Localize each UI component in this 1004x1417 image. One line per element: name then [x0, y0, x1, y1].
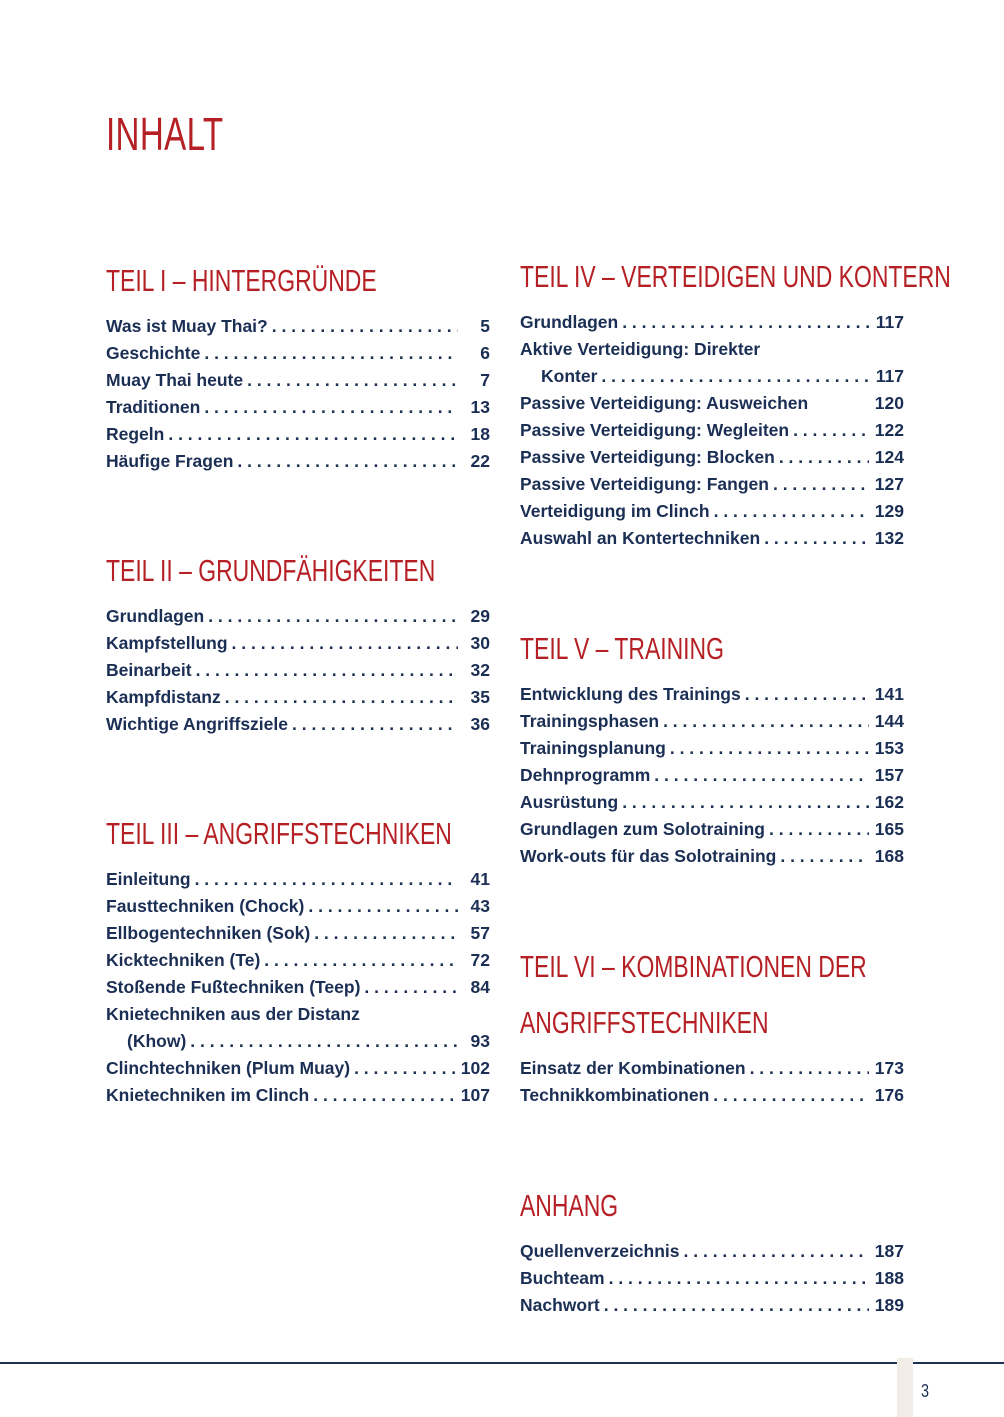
- toc-entry-label: Nachwort: [520, 1295, 600, 1315]
- toc-entry-label: Trainingsplanung: [520, 738, 666, 758]
- page-title: INHALT: [106, 108, 224, 160]
- toc-entry-label: Ellbogentechniken (Sok): [106, 923, 311, 943]
- toc-entry[interactable]: [520, 471, 904, 498]
- dot-leader: [364, 974, 458, 1001]
- toc-entry[interactable]: [520, 735, 904, 762]
- toc-entry-page: 32: [470, 660, 490, 680]
- dot-leader: [237, 448, 458, 475]
- toc-entry[interactable]: [106, 711, 490, 738]
- toc-section: [106, 257, 490, 475]
- toc-entry-page: 157: [874, 765, 904, 785]
- dot-leader: [769, 816, 869, 843]
- dot-leader: [208, 603, 458, 630]
- toc-entry-label: Regeln: [106, 424, 165, 444]
- toc-entry-label: Grundlagen: [106, 606, 205, 626]
- toc-entry[interactable]: [520, 681, 904, 708]
- toc-entry[interactable]: [106, 394, 490, 421]
- toc-entry-label: Grundlagen zum Solotraining: [520, 819, 765, 839]
- toc-entry-label: Passive Verteidigung: Ausweichen: [520, 393, 809, 413]
- toc-entry[interactable]: [106, 947, 490, 974]
- toc-entry-page: 129: [874, 501, 904, 521]
- dot-leader: [247, 367, 458, 394]
- toc-entry[interactable]: [520, 363, 904, 390]
- section-title: TEIL II – GRUNDFÄHIGKEITEN: [106, 553, 436, 588]
- toc-entry[interactable]: [106, 603, 490, 630]
- toc-entry-page: 188: [874, 1268, 904, 1288]
- toc-section: [520, 625, 904, 870]
- toc-entry[interactable]: [520, 1055, 904, 1082]
- toc-entry-label: Trainingsphasen: [520, 711, 660, 731]
- toc-entry[interactable]: [106, 920, 490, 947]
- toc-entry-label: Konter: [541, 366, 598, 386]
- toc-entry-label: Verteidigung im Clinch: [520, 501, 710, 521]
- dot-leader: [195, 866, 458, 893]
- dot-leader: [196, 657, 458, 684]
- toc-entry-page: 153: [874, 738, 904, 758]
- toc-section: [520, 1182, 904, 1319]
- toc-entry[interactable]: [520, 816, 904, 843]
- dot-leader: [793, 417, 869, 444]
- toc-entry[interactable]: [106, 1055, 490, 1082]
- dot-leader: [684, 1238, 869, 1265]
- toc-entry-page: 144: [874, 711, 904, 731]
- dot-leader: [670, 735, 869, 762]
- toc-entry[interactable]: [520, 498, 904, 525]
- toc-entry-page: 176: [874, 1085, 904, 1105]
- toc-entry-label: Auswahl an Kontertechniken: [520, 528, 761, 548]
- toc-entry[interactable]: [106, 1001, 490, 1028]
- toc-entry[interactable]: [106, 1082, 490, 1109]
- toc-entry[interactable]: [106, 893, 490, 920]
- toc-entry[interactable]: [520, 417, 904, 444]
- toc-entry[interactable]: [106, 630, 490, 657]
- toc-entry-page: 124: [874, 447, 904, 467]
- toc-column-left: [106, 257, 490, 1181]
- dot-leader: [314, 920, 458, 947]
- toc-section: [106, 547, 490, 738]
- toc-entry-label: Einleitung: [106, 869, 191, 889]
- dot-leader: [764, 525, 869, 552]
- toc-entry[interactable]: [520, 843, 904, 870]
- dot-leader: [354, 1055, 455, 1082]
- toc-entry-page: 29: [470, 606, 490, 626]
- toc-entry[interactable]: [106, 313, 490, 340]
- page-tab: [897, 1358, 913, 1417]
- toc-entry-page: 165: [874, 819, 904, 839]
- toc-entry[interactable]: [106, 421, 490, 448]
- toc-entry-label: Work-outs für das Solotraining: [520, 846, 777, 866]
- toc-entry-page: 189: [874, 1295, 904, 1315]
- dot-leader: [308, 893, 458, 920]
- dot-leader: [232, 630, 458, 657]
- toc-entry-label: Passive Verteidigung: Fangen: [520, 474, 769, 494]
- toc-entry-page: 120: [874, 393, 904, 413]
- toc-entry-label: Einsatz der Kombinationen: [520, 1058, 746, 1078]
- section-title: TEIL I – HINTERGRÜNDE: [106, 263, 377, 298]
- toc-entry-label: Grundlagen: [520, 312, 619, 332]
- toc-entry-label: Clinchtechniken (Plum Muay): [106, 1058, 351, 1078]
- section-title: TEIL VI – KOMBINATIONEN DER: [520, 949, 867, 984]
- section-title: TEIL V – TRAINING: [520, 631, 724, 666]
- toc-entry-page: 117: [875, 312, 904, 332]
- dot-leader: [609, 1265, 869, 1292]
- toc-entry-page: 41: [470, 869, 490, 889]
- dot-leader: [663, 708, 869, 735]
- toc-entry-page: 141: [874, 684, 904, 704]
- toc-entry[interactable]: [106, 340, 490, 367]
- toc-entry[interactable]: [106, 684, 490, 711]
- toc-entry-label: Muay Thai heute: [106, 370, 244, 390]
- toc-entry-label: Was ist Muay Thai?: [106, 316, 268, 336]
- toc-entry-page: 127: [874, 474, 904, 494]
- toc-entry[interactable]: [520, 708, 904, 735]
- toc-entry[interactable]: [520, 1238, 904, 1265]
- toc-entry[interactable]: [520, 1292, 904, 1319]
- dot-leader: [779, 444, 869, 471]
- toc-entry-page: 132: [874, 528, 904, 548]
- toc-entry[interactable]: [106, 866, 490, 893]
- dot-leader: [168, 421, 458, 448]
- section-title: TEIL IV – VERTEIDIGEN UND KONTERN: [520, 259, 951, 294]
- toc-entry[interactable]: [106, 448, 490, 475]
- toc-entry-page: 117: [875, 366, 904, 386]
- toc-entry-page: 18: [470, 424, 490, 444]
- footer-rule: [0, 1362, 1004, 1364]
- toc-entry-page: 168: [874, 846, 904, 866]
- toc-entry-page: 173: [874, 1058, 904, 1078]
- toc-entry-label: Knietechniken im Clinch: [106, 1085, 310, 1105]
- toc-entry-page: 43: [470, 896, 490, 916]
- toc-entry-label: Dehnprogramm: [520, 765, 651, 785]
- toc-entry-label: Ausrüstung: [520, 792, 619, 812]
- toc-entry[interactable]: [520, 444, 904, 471]
- page-number: 3: [921, 1381, 930, 1401]
- dot-leader: [204, 394, 458, 421]
- toc-entry-label: Beinarbeit: [106, 660, 192, 680]
- toc-entry-page: 187: [874, 1241, 904, 1261]
- toc-entry[interactable]: [520, 390, 904, 417]
- toc-entry[interactable]: [520, 762, 904, 789]
- toc-section: [106, 810, 490, 1109]
- toc-entry-label: Aktive Verteidigung: Direkter: [520, 339, 761, 359]
- toc-entry-page: 107: [460, 1085, 490, 1105]
- toc-entry[interactable]: [520, 1082, 904, 1109]
- dot-leader: [714, 498, 869, 525]
- toc-section: [520, 943, 904, 1109]
- dot-leader: [745, 681, 869, 708]
- dot-leader: [601, 363, 869, 390]
- toc-column-right: [520, 253, 951, 1392]
- toc-entry-label: (Khow): [127, 1031, 187, 1051]
- toc-entry-page: 5: [480, 316, 490, 336]
- toc-entry-page: 57: [470, 923, 490, 943]
- toc-entry-page: 22: [470, 451, 490, 471]
- toc-entry-label: Kampfdistanz: [106, 687, 221, 707]
- toc-entry-page: 93: [470, 1031, 490, 1051]
- toc-entry-label: Geschichte: [106, 343, 201, 363]
- dot-leader: [622, 789, 869, 816]
- section-title-line-2: ANGRIFFSTECHNIKEN: [520, 1005, 769, 1040]
- toc-entry-page: 162: [874, 792, 904, 812]
- toc-entry-label: Entwicklung des Trainings: [520, 684, 741, 704]
- toc-entry-label: Knietechniken aus der Distanz: [106, 1004, 360, 1024]
- toc-entry[interactable]: [520, 525, 904, 552]
- toc-entry-page: 30: [470, 633, 490, 653]
- toc-entry[interactable]: [106, 1028, 490, 1055]
- toc-entry-label: Passive Verteidigung: Wegleiten: [520, 420, 790, 440]
- toc-entry-label: Wichtige Angriffsziele: [106, 714, 288, 734]
- dot-leader: [204, 340, 458, 367]
- dot-leader: [225, 684, 458, 711]
- toc-entry-page: 102: [460, 1058, 490, 1078]
- section-title: TEIL III – ANGRIFFSTECHNIKEN: [106, 816, 452, 851]
- toc-entry-page: 13: [470, 397, 490, 417]
- toc-entry[interactable]: [520, 789, 904, 816]
- toc-entry[interactable]: [520, 336, 904, 363]
- dot-leader: [272, 313, 458, 340]
- toc-entry[interactable]: [520, 1265, 904, 1292]
- toc-section: [520, 253, 951, 552]
- toc-entry-label: Kicktechniken (Te): [106, 950, 261, 970]
- toc-entry-label: Technikkombinationen: [520, 1085, 710, 1105]
- toc-entry-label: Quellenverzeichnis: [520, 1241, 680, 1261]
- dot-leader: [713, 1082, 869, 1109]
- dot-leader: [292, 711, 458, 738]
- toc-entry-label: Stoßende Fußtechniken (Teep): [106, 977, 361, 997]
- dot-leader: [773, 471, 869, 498]
- toc-entry-label: Traditionen: [106, 397, 201, 417]
- toc-entry-page: 35: [470, 687, 490, 707]
- toc-entry[interactable]: [520, 309, 904, 336]
- toc-entry-label: Buchteam: [520, 1268, 605, 1288]
- dot-leader: [190, 1028, 458, 1055]
- toc-entry[interactable]: [106, 974, 490, 1001]
- toc-entry-page: 122: [874, 420, 904, 440]
- section-title: ANHANG: [520, 1188, 619, 1223]
- toc-entry-page: 72: [470, 950, 490, 970]
- toc-entry-page: 36: [470, 714, 490, 734]
- toc-entry-label: Passive Verteidigung: Blocken: [520, 447, 775, 467]
- toc-entry-page: 7: [480, 370, 490, 390]
- toc-entry-label: Fausttechniken (Chock): [106, 896, 305, 916]
- toc-entry[interactable]: [106, 657, 490, 684]
- dot-leader: [264, 947, 458, 974]
- toc-entry-label: Häufige Fragen: [106, 451, 234, 471]
- dot-leader: [654, 762, 869, 789]
- toc-entry-label: Kampfstellung: [106, 633, 228, 653]
- dot-leader: [750, 1055, 869, 1082]
- dot-leader: [313, 1082, 455, 1109]
- toc-entry-page: 84: [470, 977, 490, 997]
- dot-leader: [604, 1292, 869, 1319]
- dot-leader: [622, 309, 870, 336]
- toc-entry[interactable]: [106, 367, 490, 394]
- toc-entry-page: 6: [480, 343, 490, 363]
- dot-leader: [780, 843, 868, 870]
